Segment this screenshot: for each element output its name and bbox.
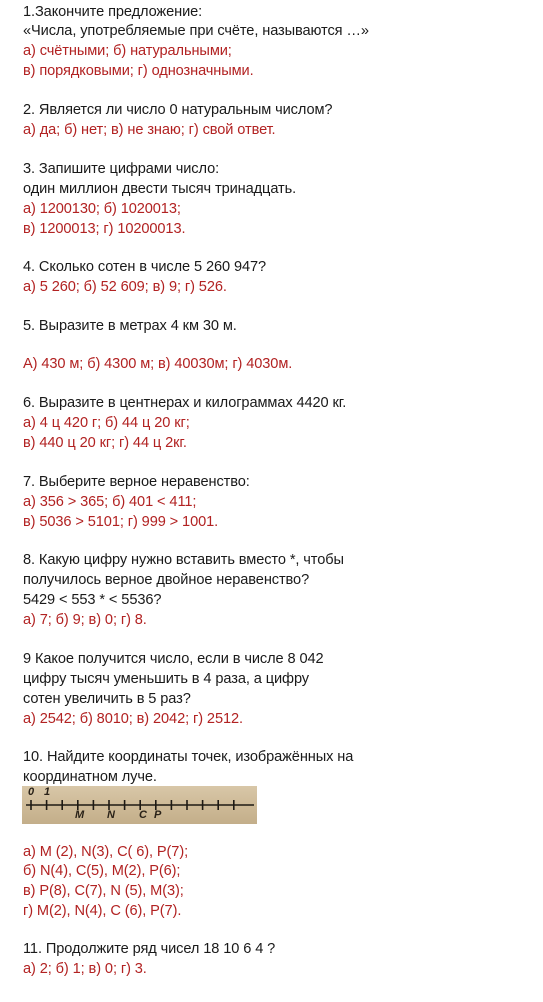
question-text-line: координатном луче. xyxy=(23,769,157,785)
question-text-line: 6. Выразите в центнерах и килограммах 4420 кг. xyxy=(23,395,347,411)
ruler-label-c: C xyxy=(139,809,147,821)
question-text-line: получилось верное двойное неравенство? xyxy=(23,572,310,588)
answer-options-line: а) 2; б) 1; в) 0; г) 3. xyxy=(23,961,147,977)
answer-options-line: а) 4 ц 420 г; б) 44 ц 20 кг; xyxy=(23,415,190,431)
question-text-line: 3. Запишите цифрами число: xyxy=(23,161,220,177)
answer-options-line: в) 440 ц 20 кг; г) 44 ц 2кг. xyxy=(23,435,187,451)
ruler-label-n: N xyxy=(107,809,115,821)
ruler-label-zero: 0 xyxy=(28,786,35,798)
answer-options-line: в) порядковыми; г) однозначными. xyxy=(23,63,254,79)
answer-options-line: г) M(2), N(4), C (6), P(7). xyxy=(23,903,182,919)
question-text-line: один миллион двести тысяч тринадцать. xyxy=(23,181,297,197)
question-text-line: 9 Какое получится число, если в числе 8 042 xyxy=(23,651,324,667)
answer-options-line: б) N(4), C(5), M(2), P(6); xyxy=(23,863,181,879)
ruler-label-one: 1 xyxy=(44,786,51,798)
question-text-line: 4. Сколько сотен в числе 5 260 947? xyxy=(23,259,267,275)
answer-options-line: а) M (2), N(3), C( 6), P(7); xyxy=(23,844,189,860)
question-text-line: 1.Закончите предложение: xyxy=(23,4,203,20)
answer-options-line: в) 1200013; г) 10200013. xyxy=(23,221,186,237)
ruler-label-m: M xyxy=(75,809,85,821)
question-text-line: 7. Выберите верное неравенство: xyxy=(23,474,250,490)
ruler-label-p: P xyxy=(154,809,162,821)
question-text-line: 5429 < 553 * < 5536? xyxy=(23,592,162,608)
question-text-line: 11. Продолжите ряд чисел 18 10 6 4 ? xyxy=(23,941,276,957)
question-text-line: сотен увеличить в 5 раз? xyxy=(23,691,191,707)
answer-options-line: в) P(8), C(7), N (5), M(3); xyxy=(23,883,184,899)
question-text-line: «Числа, употребляемые при счёте, называются …» xyxy=(23,23,369,39)
answer-options-line: а) 5 260; б) 52 609; в) 9; г) 526. xyxy=(23,279,227,295)
question-text-line: 5. Выразите в метрах 4 км 30 м. xyxy=(23,318,237,334)
answer-options-line: а) 7; б) 9; в) 0; г) 8. xyxy=(23,612,147,628)
answer-options-line: а) счётными; б) натуральными; xyxy=(23,43,232,59)
question-text-line: 10. Найдите координаты точек, изображённых на xyxy=(23,749,354,765)
answer-options-line: а) 2542; б) 8010; в) 2042; г) 2512. xyxy=(23,711,243,727)
coordinate-ray-image xyxy=(22,786,257,824)
question-text-line: 2. Является ли число 0 натуральным числом? xyxy=(23,102,333,118)
answer-options-line: а) 1200130; б) 1020013; xyxy=(23,201,181,217)
answer-options-line: а) 356 > 365; б) 401 < 411; xyxy=(23,494,197,510)
answer-options-line: а) да; б) нет; в) не знаю; г) свой ответ. xyxy=(23,122,276,138)
question-text-line: цифру тысяч уменьшить в 4 раза, а цифру xyxy=(23,671,310,687)
answer-options-line: А) 430 м; б) 4300 м; в) 40030м; г) 4030м. xyxy=(23,356,293,372)
question-text-line: 8. Какую цифру нужно вставить вместо *, чтобы xyxy=(23,552,344,568)
answer-options-line: в) 5036 > 5101; г) 999 > 1001. xyxy=(23,514,219,530)
